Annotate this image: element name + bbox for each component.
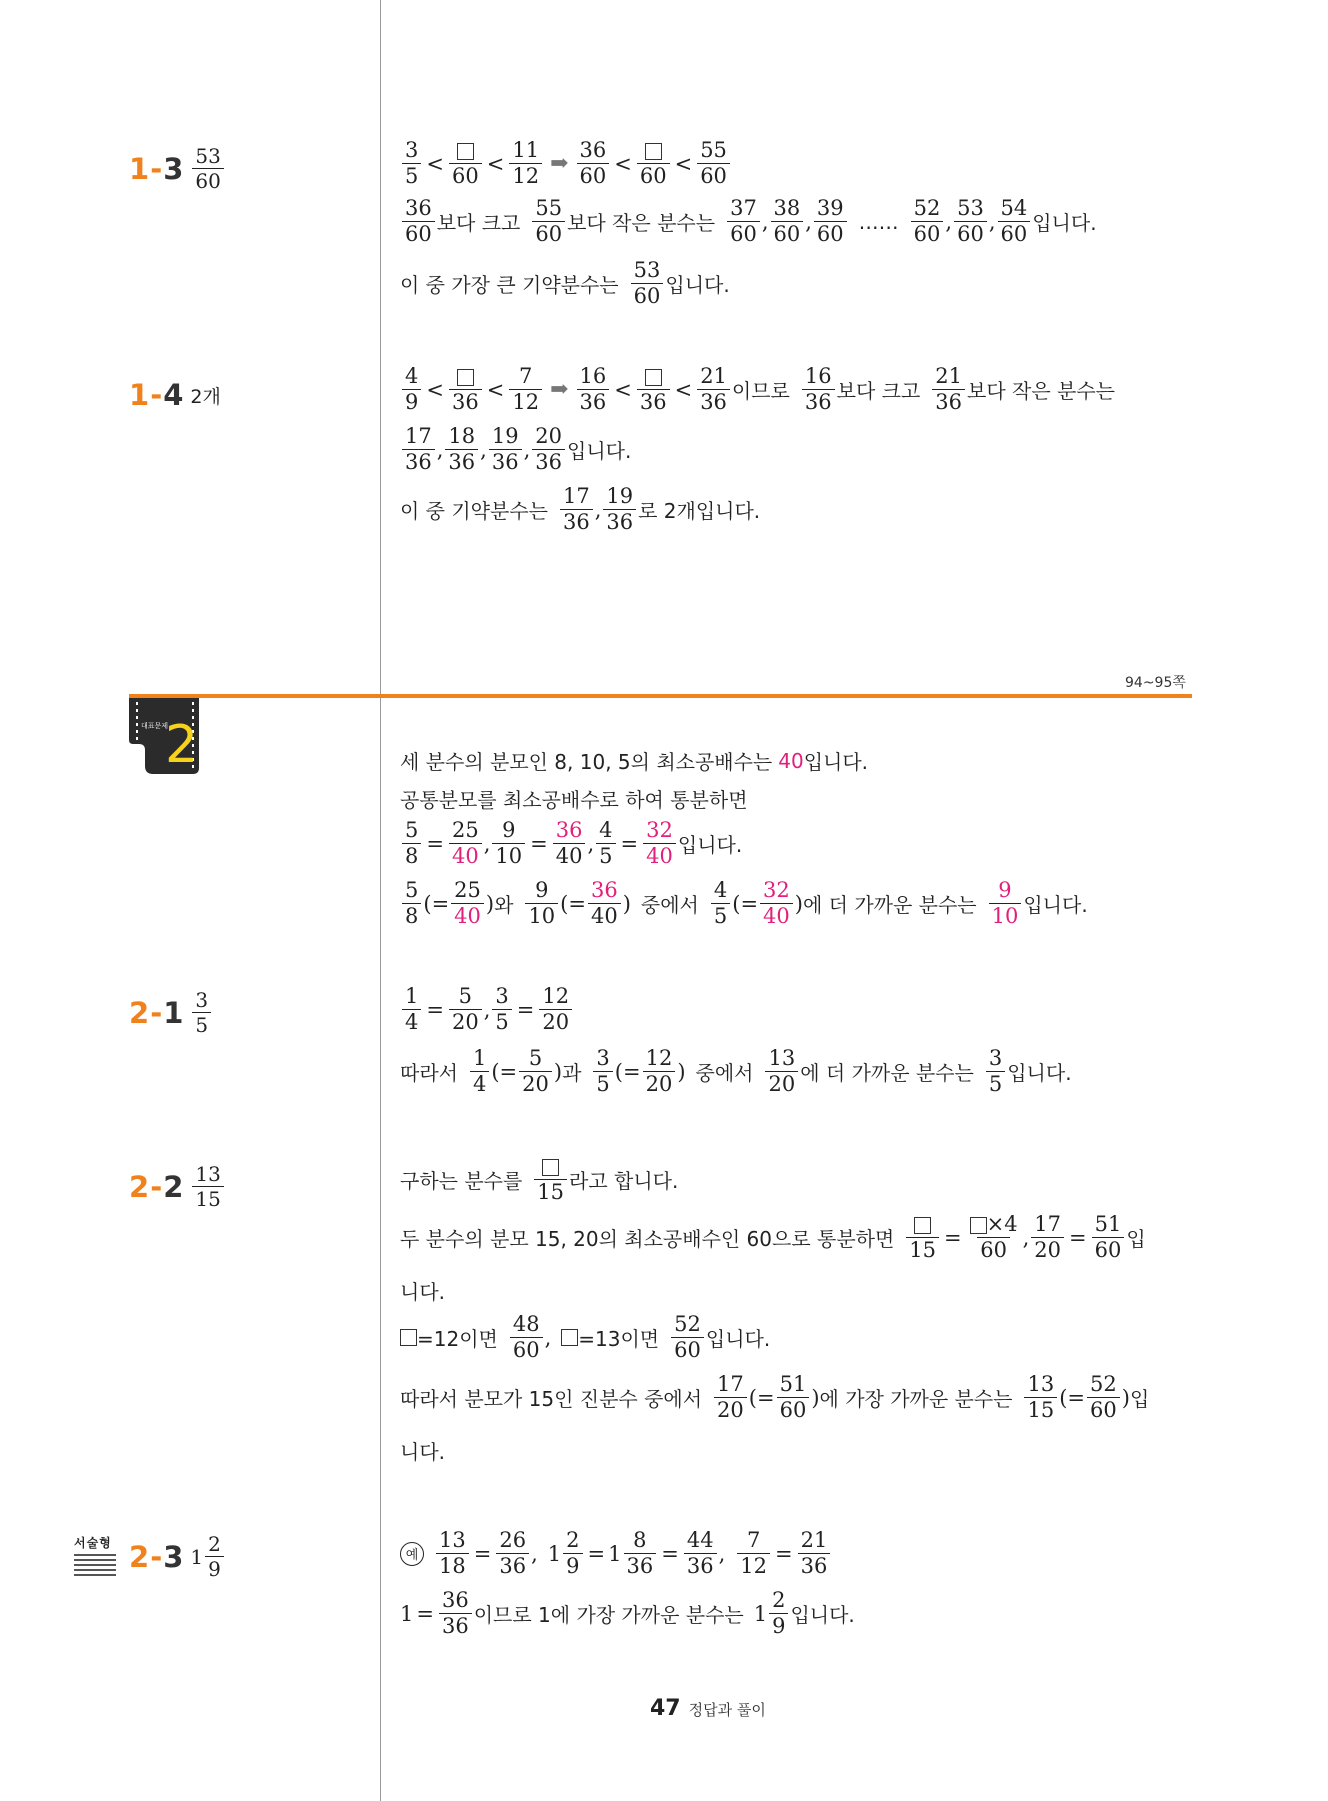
solution-2-2-line1: 구하는 분수를 15 라고 합니다.: [400, 1156, 678, 1203]
problem-label-2-3: 2-3 1 $\frac{2}{9}$: [129, 1534, 226, 1579]
page-footer: [650, 1696, 766, 1721]
badge-number: 2: [165, 715, 199, 774]
solution-1-4-line3: 이 중 기약분수는 $\frac{17}{36}$ , $\frac{19}{36}$ 로 2개입니다.: [400, 484, 761, 534]
page-number: 47: [650, 1696, 681, 1721]
example-mark: 예: [400, 1542, 424, 1566]
solution-2-1-line1: $\frac{1}{4}$ = $\frac{5}{20}$ , $\frac{3}{5}$ = $\frac{12}{20}$: [400, 986, 574, 1033]
arrow-icon: ➡: [550, 377, 569, 402]
solution-2-2-line6: 니다.: [400, 1440, 445, 1464]
solution-2-3-line1: 예 $\frac{13}{18}$ = $\frac{26}{36}$ , 1 $\frac{2}{9}$ = 1 $\frac{8}{36}$ = $\frac{44}{36}$ , $\frac{7}{12}$ = $\frac{21}{36}$: [400, 1530, 832, 1577]
answer-2-3: 1 $\frac{2}{9}$: [190, 1534, 225, 1579]
section-divider: [129, 694, 1192, 698]
answer-1-3: $\frac{53}{60}$: [190, 146, 225, 191]
solution-2-2-line4: =12이면 $\frac{48}{60}$ , =13이면 $\frac{52}{60}$ 입니다.: [400, 1314, 770, 1361]
solution-2-2-line2: 두 분수의 분모 15, 20의 최소공배수인 60으로 통분하면 15 = $\frac{\times 4}{60}$ , $\frac{17}{20}$ = $\frac{51}{60}$ 입: [400, 1212, 1146, 1262]
column-divider: [380, 0, 381, 1801]
problem-label-1-4: 1-4 2개: [129, 378, 221, 412]
page-range: 94~95쪽: [1125, 675, 1186, 691]
answer-2-1: $\frac{3}{5}$: [190, 990, 213, 1035]
badge-small-text: 대표문제: [141, 722, 169, 730]
problem-label-1-3: 1-3 $\frac{53}{60}$: [129, 146, 226, 191]
solution-2-2-line5: 따라서 분모가 15인 진분수 중에서 $\frac{17}{20}$ (= $\frac{51}{60}$ ) 에 가장 가까운 분수는 $\frac{13}{15}$ (= $\frac{52}{60}$ ) 입: [400, 1372, 1150, 1422]
solution-1-4-line1: $\frac{4}{9}$ < 36 < $\frac{7}{12}$ ➡ $\frac{16}{36}$ < 36 < $\frac{21}{36}$ 이므로 $\frac{16}{36}$ 보다 크고 $\frac{21}{36}$ 보다 작은 분수는: [400, 366, 1115, 413]
writing-problem-tag: 서술형: [74, 1534, 116, 1576]
solution-1-3-line1: $\frac{3}{5}$ < 60 < $\frac{11}{12}$ ➡ $\frac{36}{60}$ < 60 < $\frac{55}{60}$: [400, 140, 732, 187]
answer-2-2: $\frac{13}{15}$: [190, 1164, 225, 1209]
arrow-icon: ➡: [550, 151, 569, 176]
solution-1-3-line2: $\frac{36}{60}$ 보다 크고 $\frac{55}{60}$ 보다 작은 분수는 $\frac{37}{60}$ , $\frac{38}{60}$ , $\frac{39}{60}$ …… $\frac{52}{60}$ , $\frac{53}{60}$ , $\frac{54}{60}$ 입니다.: [400, 198, 1097, 245]
solution-2-line3: $\frac{5}{8}$ = $\frac{25}{40}$ , $\frac{9}{10}$ = $\frac{36}{40}$ , $\frac{4}{5}$ = $\frac{32}{40}$ 입니다.: [400, 820, 742, 867]
problem-label-2-1: 2-1 $\frac{3}{5}$: [129, 990, 213, 1035]
solution-2-1-line2: 따라서 $\frac{1}{4}$ (= $\frac{5}{20}$ ) 과 $\frac{3}{5}$ (= $\frac{12}{20}$ ) 중에서 $\frac{13}{20}$ 에 더 가까운 분수는 $\frac{3}{5}$ 입니다.: [400, 1046, 1072, 1096]
solution-2-2-line3: 니다.: [400, 1280, 445, 1304]
solution-2-line1: 세 분수의 분모인 8, 10, 5의 최소공배수는 40 입니다.: [400, 748, 869, 774]
solution-1-3-line3: 이 중 가장 큰 기약분수는 $\frac{53}{60}$ 입니다.: [400, 258, 730, 308]
page-footer-title: 정답과 풀이: [688, 1701, 766, 1719]
representative-problem-badge: [129, 698, 199, 774]
problem-label-2-2: 2-2 $\frac{13}{15}$: [129, 1164, 226, 1209]
answer-1-4: 2개: [190, 385, 221, 408]
solution-1-4-line2: $\frac{17}{36}$ , $\frac{18}{36}$ , $\frac{19}{36}$ , $\frac{20}{36}$ 입니다.: [400, 426, 631, 473]
solution-2-3-line2: 1 = $\frac{36}{36}$ 이므로 1에 가장 가까운 분수는 1 $\frac{2}{9}$ 입니다.: [400, 1588, 855, 1638]
solution-2-line4: $\frac{5}{8}$ (= $\frac{25}{40}$ ) 와 $\frac{9}{10}$ (= $\frac{36}{40}$ ) 중에서 $\frac{4}{5}$ (= $\frac{32}{40}$ ) 에 더 가까운 분수는 $\frac{9}{10}$ 입니다.: [400, 880, 1088, 927]
solution-2-line2: 공통분모를 최소공배수로 하여 통분하면: [400, 788, 748, 812]
